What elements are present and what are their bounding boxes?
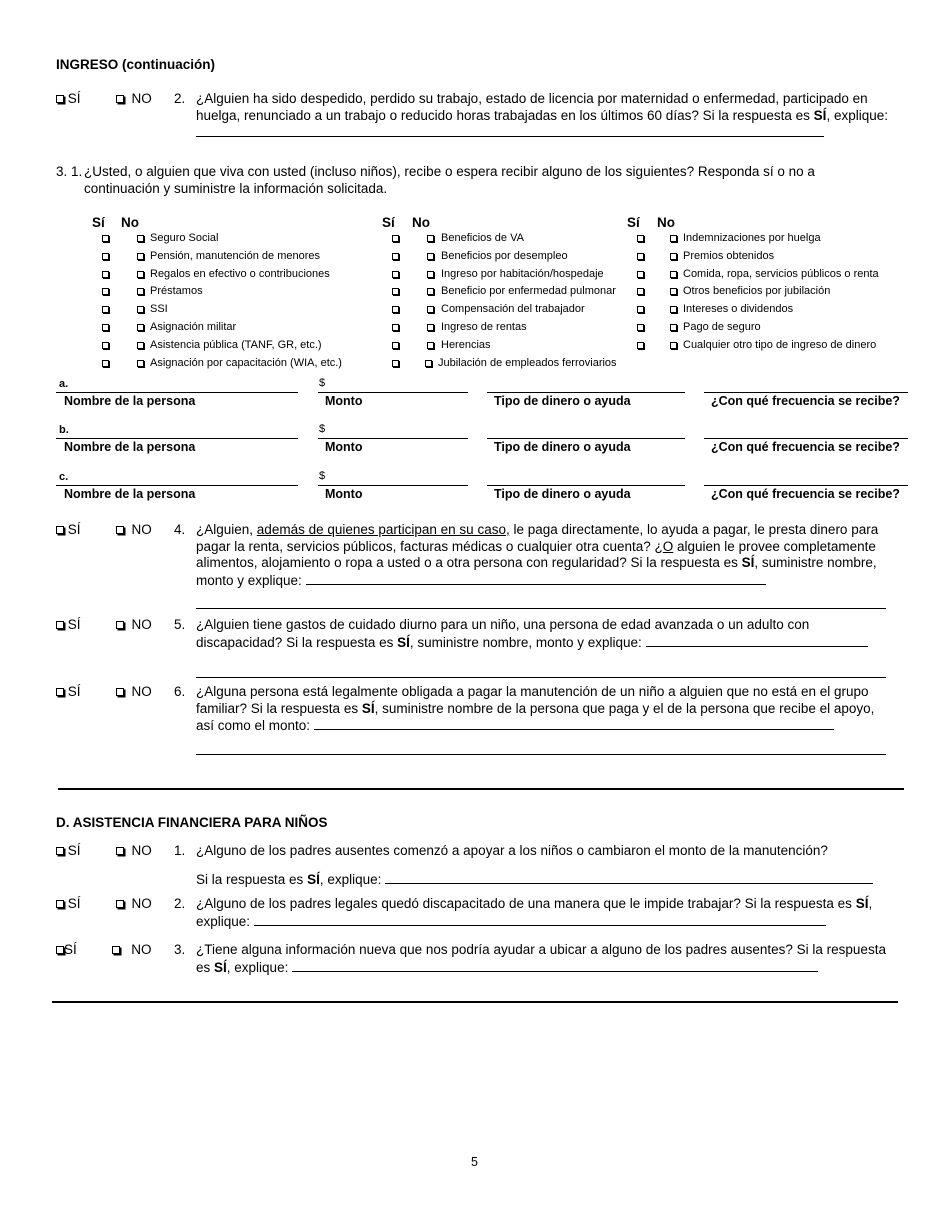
name-field[interactable] (56, 392, 298, 393)
person-letter: a. (59, 378, 69, 390)
person-letter: c. (59, 471, 69, 483)
q2-explain-field[interactable] (196, 124, 824, 137)
type-field[interactable] (487, 485, 685, 486)
income-no-checkbox[interactable] (137, 360, 144, 367)
q4-underlined: además de quienes participan en su caso, (256, 522, 510, 537)
name-field[interactable] (56, 438, 298, 439)
d1-yes-option[interactable] (56, 843, 81, 858)
no-label: NO (131, 896, 152, 911)
name-label: Nombre de la persona (64, 440, 196, 454)
income-no-checkbox[interactable] (670, 288, 677, 295)
amount-field[interactable] (318, 485, 468, 486)
income-item-label: Comida, ropa, servicios públicos o renta (683, 268, 879, 280)
income-no-checkbox[interactable] (137, 306, 144, 313)
amount-label: Monto (325, 487, 363, 501)
q4-part2: le paga directamente, lo ayuda a pagar, le presta dinero para pagar la renta, servicios públicos, facturas médicas o cualquier otra cuenta? ¿ (196, 522, 879, 554)
yes-label: SÍ (67, 843, 81, 858)
d3-number: 3. (174, 942, 186, 957)
type-field[interactable] (487, 438, 685, 439)
no-label: NO (131, 684, 152, 699)
q4-part1: ¿Alguien, (196, 522, 257, 537)
income-si-checkbox[interactable] (637, 235, 644, 242)
income-item-label: Pensión, manutención de menores (150, 250, 320, 262)
name-label: Nombre de la persona (64, 487, 196, 501)
type-label: Tipo de dinero o ayuda (494, 394, 631, 408)
no-header-2: No (412, 215, 430, 230)
d1-text: ¿Alguno de los padres ausentes comenzó a apoyar a los niños o cambiaron el monto de la manutención? (196, 843, 828, 858)
checkbox[interactable] (116, 621, 124, 629)
income-si-checkbox[interactable] (392, 253, 399, 260)
yes-bold: SÍ (397, 634, 410, 650)
income-si-checkbox[interactable] (102, 360, 109, 367)
income-no-checkbox[interactable] (427, 324, 434, 331)
income-si-checkbox[interactable] (637, 253, 644, 260)
checkbox[interactable] (56, 688, 64, 696)
income-si-checkbox[interactable] (102, 253, 109, 260)
section-d-title: D. ASISTENCIA FINANCIERA PARA NIÑOS (56, 815, 328, 830)
d1-no-option[interactable] (116, 843, 152, 858)
amount-label: Monto (325, 440, 363, 454)
frequency-label: ¿Con qué frecuencia se recibe? (711, 394, 900, 408)
income-si-checkbox[interactable] (392, 342, 399, 349)
income-item-label: Ingreso por habitación/hospedaje (441, 268, 604, 280)
income-si-checkbox[interactable] (392, 288, 399, 295)
d3-yes-option[interactable] (56, 942, 77, 957)
d2-explain-field[interactable] (254, 913, 826, 926)
d1-explain-field[interactable] (385, 871, 873, 884)
no-label: NO (131, 522, 152, 537)
frequency-field[interactable] (704, 392, 908, 393)
q2-number: 2. (174, 91, 186, 106)
income-item-label: Beneficios por desempleo (441, 250, 568, 262)
d3-text (196, 942, 896, 976)
income-item-label: Asistencia pública (TANF, GR, etc.) (150, 339, 322, 351)
checkbox[interactable] (56, 95, 64, 103)
no-header-1: No (121, 215, 139, 230)
income-no-checkbox[interactable] (670, 253, 677, 260)
q6-explain-field[interactable] (314, 717, 834, 730)
income-no-checkbox[interactable] (137, 271, 144, 278)
d1-part2: , explique: (319, 872, 382, 887)
q5-part1: ¿Alguien tiene gastos de cuidado diurno para un niño, una persona de edad avanzada o un adulto con discapacidad? Si la respuesta es (196, 617, 810, 650)
income-item-label: Intereses o dividendos (683, 303, 794, 315)
type-field[interactable] (487, 392, 685, 393)
income-no-checkbox[interactable] (427, 253, 434, 260)
income-si-checkbox[interactable] (637, 306, 644, 313)
income-item-label: Otros beneficios por jubilación (683, 285, 831, 297)
q6-part1: ¿Alguna persona está legalmente obligada a pagar la manutención de un niño a alguien que no está en el grupo familiar? Si la respuesta es (196, 684, 869, 716)
income-no-checkbox[interactable] (425, 360, 432, 367)
q3-number: 3. 1. (56, 164, 83, 179)
checkbox[interactable] (116, 95, 124, 103)
frequency-label: ¿Con qué frecuencia se recibe? (711, 487, 900, 501)
bottom-divider (52, 1001, 898, 1003)
income-item-label: Premios obtenidos (683, 250, 775, 262)
income-si-checkbox[interactable] (392, 360, 399, 367)
frequency-field[interactable] (704, 438, 908, 439)
q4-yes-option[interactable] (56, 522, 81, 537)
yes-bold: SÍ (855, 896, 869, 911)
checkbox[interactable] (56, 621, 64, 629)
no-label: NO (131, 843, 152, 858)
q4-part4: , suministre nombre, monto y explique: (196, 555, 877, 588)
q2-no-option[interactable] (116, 91, 152, 106)
income-no-checkbox[interactable] (670, 235, 677, 242)
income-item-label: Cualquier otro tipo de ingreso de dinero (683, 339, 877, 351)
income-si-checkbox[interactable] (102, 271, 109, 278)
q3-text: ¿Usted, o alguien que viva con usted (incluso niños), recibe o espera recibir alguno de los siguientes? Responda sí o no a continuación y suministre la información solicitada. (84, 164, 815, 196)
no-label: NO (131, 942, 152, 957)
income-item-label: Beneficio por enfermedad pulmonar (441, 285, 616, 297)
type-label: Tipo de dinero o ayuda (494, 487, 631, 501)
income-si-checkbox[interactable] (637, 324, 644, 331)
q5-explain-field[interactable] (646, 634, 868, 647)
income-si-checkbox[interactable] (102, 306, 109, 313)
amount-field[interactable] (318, 438, 468, 439)
si-header-1: Sí (92, 215, 105, 230)
d2-part2: , explique: (196, 896, 873, 929)
income-item-label: Pago de seguro (683, 321, 761, 333)
income-item-label: Regalos en efectivo o contribuciones (150, 268, 330, 280)
checkbox[interactable] (116, 900, 124, 908)
dollar-sign: $ (319, 470, 326, 482)
income-si-checkbox[interactable] (637, 342, 644, 349)
q4-explain-field[interactable] (306, 572, 766, 585)
income-no-checkbox[interactable] (670, 271, 677, 278)
income-item-label: Asignación por capacitación (WIA, etc.) (150, 357, 342, 369)
name-label: Nombre de la persona (64, 394, 196, 408)
q5-no-option[interactable] (116, 617, 152, 632)
yes-bold: SÍ (361, 700, 375, 716)
income-no-checkbox[interactable] (137, 235, 144, 242)
q4-no-option[interactable] (116, 522, 152, 537)
q2-yes-option[interactable] (56, 91, 81, 106)
checkbox[interactable] (56, 847, 64, 855)
yes-label: SÍ (64, 942, 77, 957)
no-label: NO (131, 617, 152, 632)
yes-label: SÍ (67, 522, 81, 537)
d3-part2: , explique: (226, 959, 289, 975)
d2-text (196, 896, 896, 930)
income-no-checkbox[interactable] (670, 306, 677, 313)
income-si-checkbox[interactable] (102, 342, 109, 349)
yes-label: SÍ (67, 91, 81, 106)
yes-label: SÍ (67, 896, 81, 911)
d3-explain-field[interactable] (292, 959, 818, 972)
income-si-checkbox[interactable] (392, 306, 399, 313)
checkbox[interactable] (116, 688, 124, 696)
income-si-checkbox[interactable] (102, 288, 109, 295)
yes-bold: SÍ (307, 872, 320, 887)
name-field[interactable] (56, 485, 298, 486)
q2-question: ¿Alguien ha sido despedido, perdido su trabajo, estado de licencia por maternidad o enfermedad, participado en huelga, renunciado a un trabajo o reducido horas trabajadas en los últimos 60 días? Si la respuesta es (196, 91, 868, 123)
si-header-2: Sí (382, 215, 395, 230)
amount-label: Monto (325, 394, 363, 408)
q4-number: 4. (174, 522, 186, 537)
q2-explain: , explique: (826, 107, 888, 123)
income-no-checkbox[interactable] (427, 288, 434, 295)
person-letter: b. (59, 424, 69, 436)
d2-question: ¿Alguno de los padres legales quedó discapacitado de una manera que le impide trabajar? Si la respuesta es (196, 896, 856, 911)
income-no-checkbox[interactable] (670, 342, 677, 349)
income-item-label: Compensación del trabajador (441, 303, 585, 315)
checkbox[interactable] (56, 900, 64, 908)
income-item-label: Herencias (441, 339, 491, 351)
income-item-label: Asignación militar (150, 321, 237, 333)
income-item-label: Indemnizaciones por huelga (683, 232, 821, 244)
checkbox[interactable] (116, 847, 124, 855)
income-si-checkbox[interactable] (102, 235, 109, 242)
income-no-checkbox[interactable] (137, 288, 144, 295)
d2-no-option[interactable] (116, 896, 152, 911)
d3-question: ¿Tiene alguna información nueva que nos podría ayudar a ubicar a alguno de los padres ausentes? Si la respuesta es (196, 942, 886, 975)
q2-text (196, 91, 896, 142)
q6-part2: , suministre nombre de la persona que paga y el de la persona que recibe el apoyo, así como el monto: (196, 700, 875, 733)
q5-text (196, 617, 896, 651)
section-title: INGRESO (continuación) (56, 57, 216, 72)
d3-no-option[interactable] (112, 942, 152, 957)
income-si-checkbox[interactable] (637, 271, 644, 278)
checkbox[interactable] (56, 946, 64, 954)
q6-no-option[interactable] (116, 684, 152, 699)
income-si-checkbox[interactable] (392, 235, 399, 242)
income-no-checkbox[interactable] (137, 324, 144, 331)
dollar-sign: $ (319, 423, 326, 435)
q6-text (196, 684, 896, 735)
q6-extra-line[interactable] (196, 754, 886, 755)
d2-number: 2. (174, 896, 186, 911)
income-no-checkbox[interactable] (670, 324, 677, 331)
dollar-sign: $ (319, 377, 326, 389)
d1-part1: Si la respuesta es (196, 872, 308, 887)
d2-yes-option[interactable] (56, 896, 81, 911)
d1-number: 1. (174, 843, 186, 858)
income-item-label: Seguro Social (150, 232, 219, 244)
income-no-checkbox[interactable] (427, 271, 434, 278)
checkbox[interactable] (112, 946, 120, 954)
q5-number: 5. (174, 617, 186, 632)
page-number: 5 (471, 1155, 478, 1169)
income-no-checkbox[interactable] (137, 253, 144, 260)
income-si-checkbox[interactable] (102, 324, 109, 331)
amount-field[interactable] (318, 392, 468, 393)
no-header-3: No (657, 215, 675, 230)
yes-bold: SÍ (214, 959, 227, 975)
income-si-checkbox[interactable] (392, 271, 399, 278)
income-no-checkbox[interactable] (427, 306, 434, 313)
q6-number: 6. (174, 684, 186, 699)
income-item-label: Préstamos (150, 285, 203, 297)
q4-o: O (662, 538, 674, 554)
income-item-label: SSI (150, 303, 168, 315)
q5-part2: , suministre nombre, monto y explique: (409, 634, 642, 650)
q5-extra-line[interactable] (196, 677, 886, 678)
checkbox[interactable] (116, 526, 124, 534)
section-divider (58, 788, 904, 790)
income-item-label: Beneficios de VA (441, 232, 524, 244)
yes-bold: SÍ (813, 107, 827, 123)
q4-text (196, 522, 896, 589)
checkbox[interactable] (56, 526, 64, 534)
frequency-field[interactable] (704, 485, 908, 486)
type-label: Tipo de dinero o ayuda (494, 440, 631, 454)
yes-label: SÍ (67, 684, 81, 699)
q5-yes-option[interactable] (56, 617, 81, 632)
income-item-label: Jubilación de empleados ferroviarios (438, 357, 617, 369)
yes-label: SÍ (67, 617, 81, 632)
income-no-checkbox[interactable] (427, 235, 434, 242)
income-si-checkbox[interactable] (392, 324, 399, 331)
income-si-checkbox[interactable] (637, 288, 644, 295)
frequency-label: ¿Con qué frecuencia se recibe? (711, 440, 900, 454)
yes-bold: SÍ (741, 555, 755, 570)
no-label: NO (131, 91, 152, 106)
q6-yes-option[interactable] (56, 684, 81, 699)
income-item-label: Ingreso de rentas (441, 321, 527, 333)
d1-explain (196, 871, 896, 889)
income-no-checkbox[interactable] (137, 342, 144, 349)
q4-part3: alguien le provee completamente alimentos, alojamiento o ropa a usted o a otra persona con regularidad? Si la respuesta es (196, 538, 876, 570)
q4-extra-line[interactable] (196, 608, 886, 609)
si-header-3: Sí (627, 215, 640, 230)
income-no-checkbox[interactable] (427, 342, 434, 349)
